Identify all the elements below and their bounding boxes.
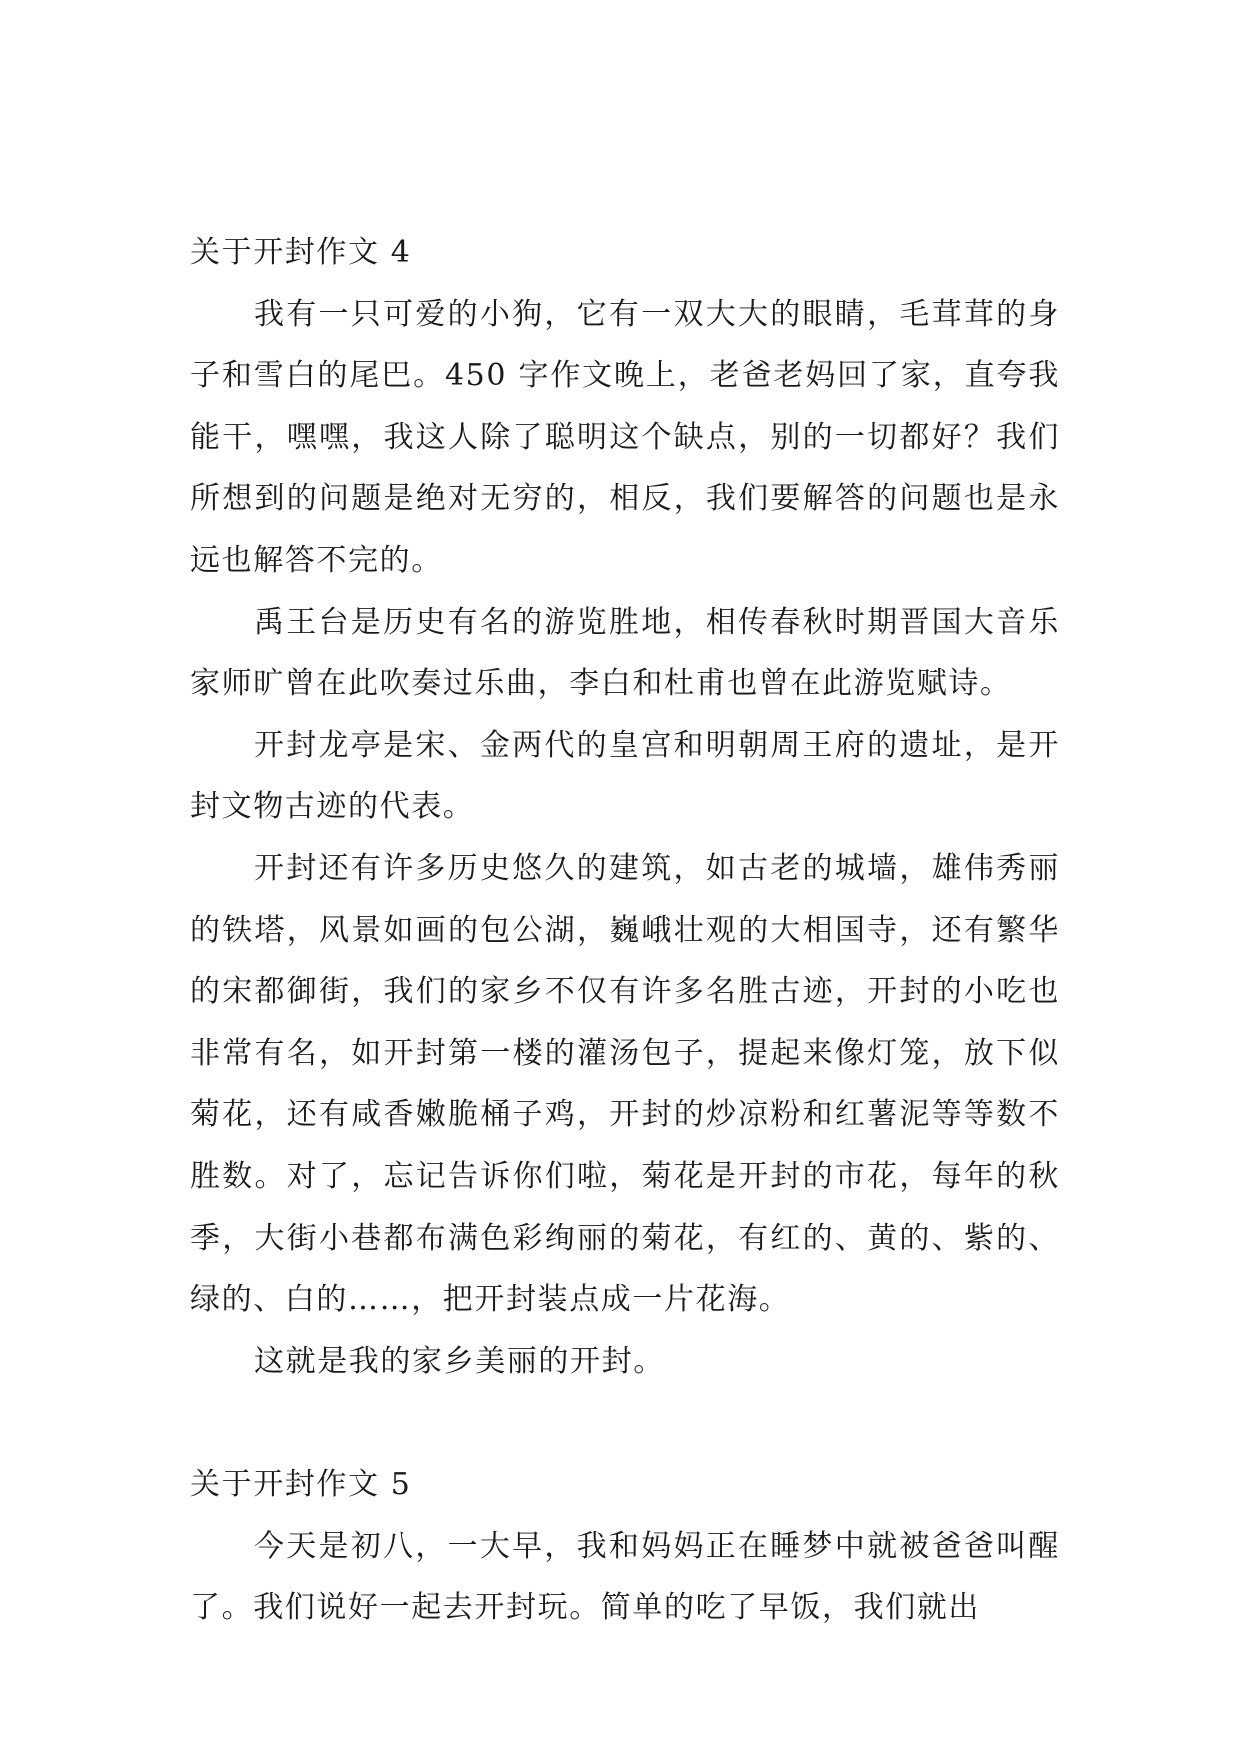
section-title: 关于开封作文 4 xyxy=(190,235,412,270)
section-title: 关于开封作文 5 xyxy=(190,1467,412,1503)
essay-section-4 xyxy=(190,222,1060,1392)
essay-section-5 xyxy=(190,1454,1060,1639)
paragraph: 这就是我的家乡美丽的开封。 xyxy=(254,1343,665,1379)
document-body xyxy=(190,222,1060,1639)
paragraph: 今天是初八，一大早，我和妈妈正在睡梦中就被爸爸叫醒了。我们说好一起去开封玩。简单的吃了早饭，我们就出 xyxy=(190,1528,1060,1626)
section-spacer xyxy=(190,1392,1060,1454)
paragraph: 开封龙亭是宋、金两代的皇宫和明朝周王府的遗址，是开封文物古迹的代表。 xyxy=(190,727,1060,825)
paragraph: 禹王台是历史有名的游览胜地，相传春秋时期晋国大音乐家师旷曾在此吹奏过乐曲，李白和杜甫也曾在此游览赋诗。 xyxy=(190,604,1060,702)
paragraph: 我有一只可爱的小狗，它有一双大大的眼睛，毛茸茸的身子和雪白的尾巴。450 字作文晚上，老爸老妈回了家，直夸我能干，嘿嘿，我这人除了聪明这个缺点，别的一切都好？我们所想到的问题是绝对无穷的，相反，我们要解答的问题也是永远也解答不完的。 xyxy=(190,296,1060,578)
paragraph: 开封还有许多历史悠久的建筑，如古老的城墙，雄伟秀丽的铁塔，风景如画的包公湖，巍峨壮观的大相国寺，还有繁华的宋都御街，我们的家乡不仅有许多名胜古迹，开封的小吃也非常有名，如开封第一楼的灌汤包子，提起来像灯笼，放下似菊花，还有咸香嫩脆桶子鸡，开封的炒凉粉和红薯泥等等数不胜数。对了，忘记告诉你们啦，菊花是开封的市花，每年的秋季，大街小巷都布满色彩绚丽的菊花，有红的、黄的、紫的、绿的、白的……，把开封装点成一片花海。 xyxy=(190,850,1060,1318)
